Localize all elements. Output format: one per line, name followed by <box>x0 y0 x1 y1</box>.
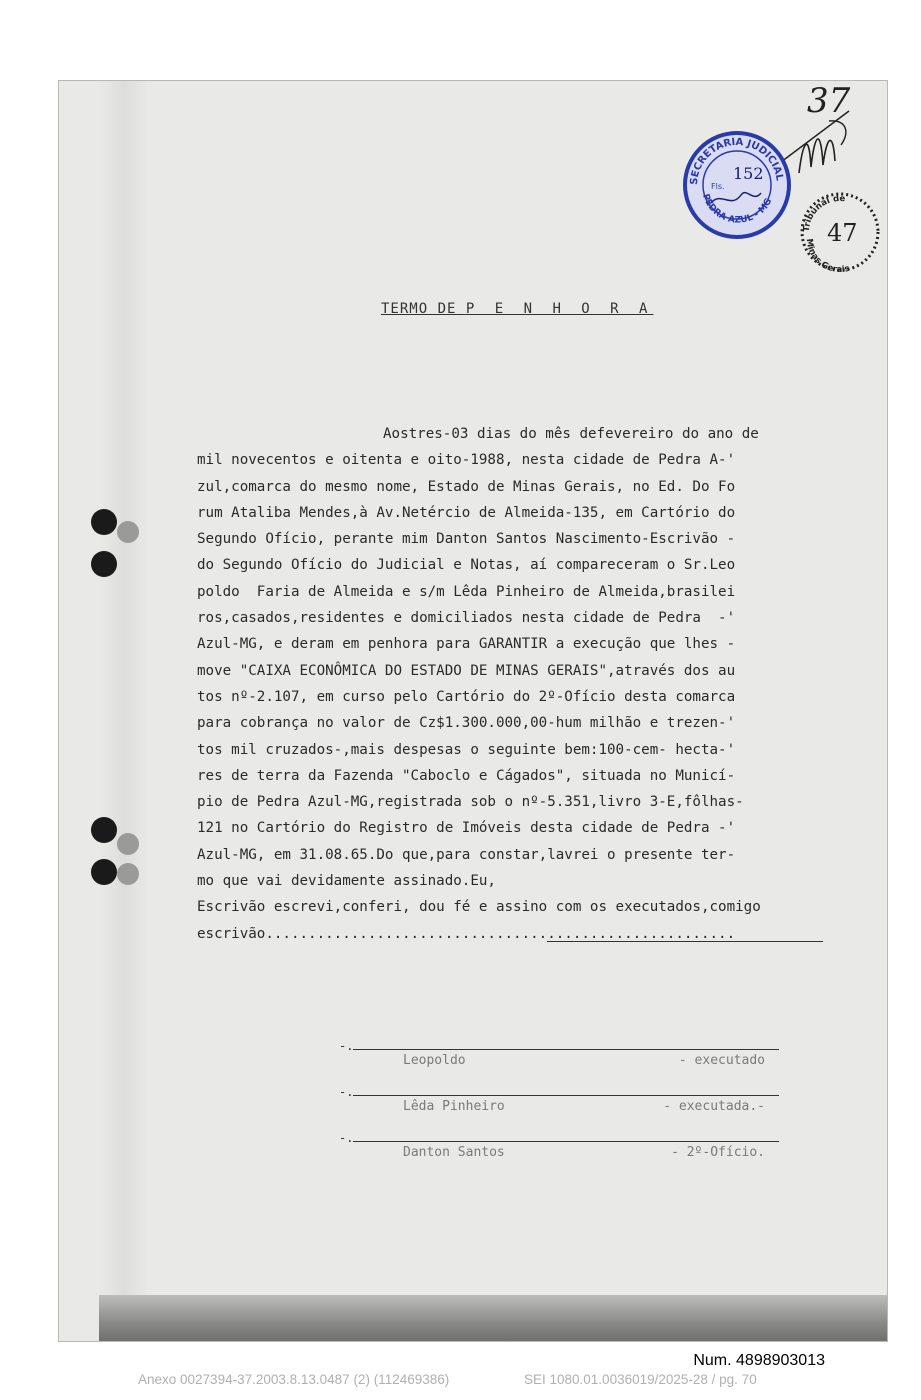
punch-hole <box>91 859 117 885</box>
title-word: P E N H O R A <box>465 301 654 317</box>
document-sheet <box>58 80 888 1342</box>
punch-hole <box>91 509 117 535</box>
inline-signature-line <box>547 941 823 942</box>
stamp-page-number: 152 <box>733 164 764 183</box>
body-line: move "CAIXA ECONÔMICA DO ESTADO DE MINAS GERAIS",através dos au <box>197 662 736 679</box>
paper-edge-shadow <box>99 81 149 1341</box>
body-line: Escrivão escrevi,conferi, dou fé e assino com os executados,comigo <box>197 899 761 916</box>
punch-hole <box>91 817 117 843</box>
document-body <box>197 421 837 947</box>
tribunal-arc-text: Tribunal de <box>801 193 846 233</box>
body-line: mil novecentos e oitenta e oito-1988, nesta cidade de Pedra A-' <box>197 452 736 469</box>
body-line: zul,comarca do mesmo nome, Estado de Minas Gerais, no Ed. Do Fo <box>197 478 736 495</box>
signature-role: - 2º-Ofício. <box>671 1145 765 1160</box>
punch-hole-ghost <box>117 863 139 885</box>
secretaria-judicial-stamp <box>681 129 793 241</box>
body-line: para cobrança no valor de Cz$1.300.000,00-hum milhão e trezen-' <box>197 715 736 732</box>
signature-escrivao: -. Danton Santos - 2º-Ofício. <box>339 1131 779 1171</box>
body-line: tos nº-2.107, em curso pelo Cartório do 2º-Ofício desta comarca <box>197 688 736 705</box>
body-line: Azul-MG, em 31.08.65.Do que,para constar,lavrei o presente ter- <box>197 846 736 863</box>
footer-sei: SEI 1080.01.0036019/2025-28 / pg. 70 <box>524 1372 757 1387</box>
stamp-secretaria-city: PEDRA AZUL - MG <box>699 192 775 226</box>
body-line: tos mil cruzados-,mais despesas o seguinte bem:100-cem- hecta-' <box>197 741 736 758</box>
scan-bottom-shadow <box>99 1295 887 1341</box>
signature-name: Leopoldo <box>403 1053 466 1068</box>
punch-hole <box>91 551 117 577</box>
stamp-fls-label: Fls. <box>711 182 725 191</box>
body-line: Segundo Ofício, perante mim Danton Santos Nascimento-Escrivão - <box>197 531 736 548</box>
body-line: 121 no Cartório do Registro de Imóveis desta cidade de Pedra -' <box>197 820 736 837</box>
handwritten-page-number: 37 <box>807 81 851 121</box>
body-line: res de terra da Fazenda "Caboclo e Cágados", situada no Municí- <box>197 767 736 784</box>
signature-executado: -. Leopoldo - executado <box>339 1039 779 1079</box>
stamp-secretaria-arc-text: SECRETARIA JUDICIAL <box>688 136 785 186</box>
signature-executada: -. Lêda Pinheiro - executada.- <box>339 1085 779 1125</box>
signature-name: Danton Santos <box>403 1145 505 1160</box>
signature-name: Lêda Pinheiro <box>403 1099 505 1114</box>
document-number: Num. 4898903013 <box>693 1352 825 1369</box>
punch-hole-ghost <box>117 521 139 543</box>
body-line: Azul-MG, e deram em penhora para GARANTIR a execução que lhes - <box>197 636 736 653</box>
body-line: pio de Pedra Azul-MG,registrada sob o nº-5.351,livro 3-E,fôlhas- <box>197 794 744 811</box>
tribunal-page-number: 47 <box>827 219 858 247</box>
document-title <box>381 301 653 317</box>
body-line: mo que vai devidamente assinado.Eu, <box>197 873 496 890</box>
signature-role: - executada.- <box>663 1099 765 1114</box>
punch-hole-ghost <box>117 833 139 855</box>
body-line: rum Ataliba Mendes,à Av.Netércio de Almeida-135, em Cartório do <box>197 504 736 521</box>
footer-anexo: Anexo 0027394-37.2003.8.13.0487 (2) (112469386) <box>138 1372 450 1387</box>
body-line: ros,casados,residentes e domiciliados nesta cidade de Pedra -' <box>197 610 736 627</box>
signature-role: - executado <box>678 1053 765 1068</box>
tribunal-stamp <box>797 189 883 275</box>
title-prefix: TERMO DE <box>381 301 457 317</box>
body-line: Aostres-03 dias do mês defevereiro do ano de <box>383 426 759 442</box>
body-line: do Segundo Ofício do Judicial e Notas, aí compareceram o Sr.Leo <box>197 557 736 574</box>
tribunal-region-text: Minas Gerais <box>803 238 851 275</box>
body-line: escrivão....................................................... <box>197 925 736 942</box>
body-line: poldo Faria de Almeida e s/m Lêda Pinheiro de Almeida,brasilei <box>197 583 736 600</box>
